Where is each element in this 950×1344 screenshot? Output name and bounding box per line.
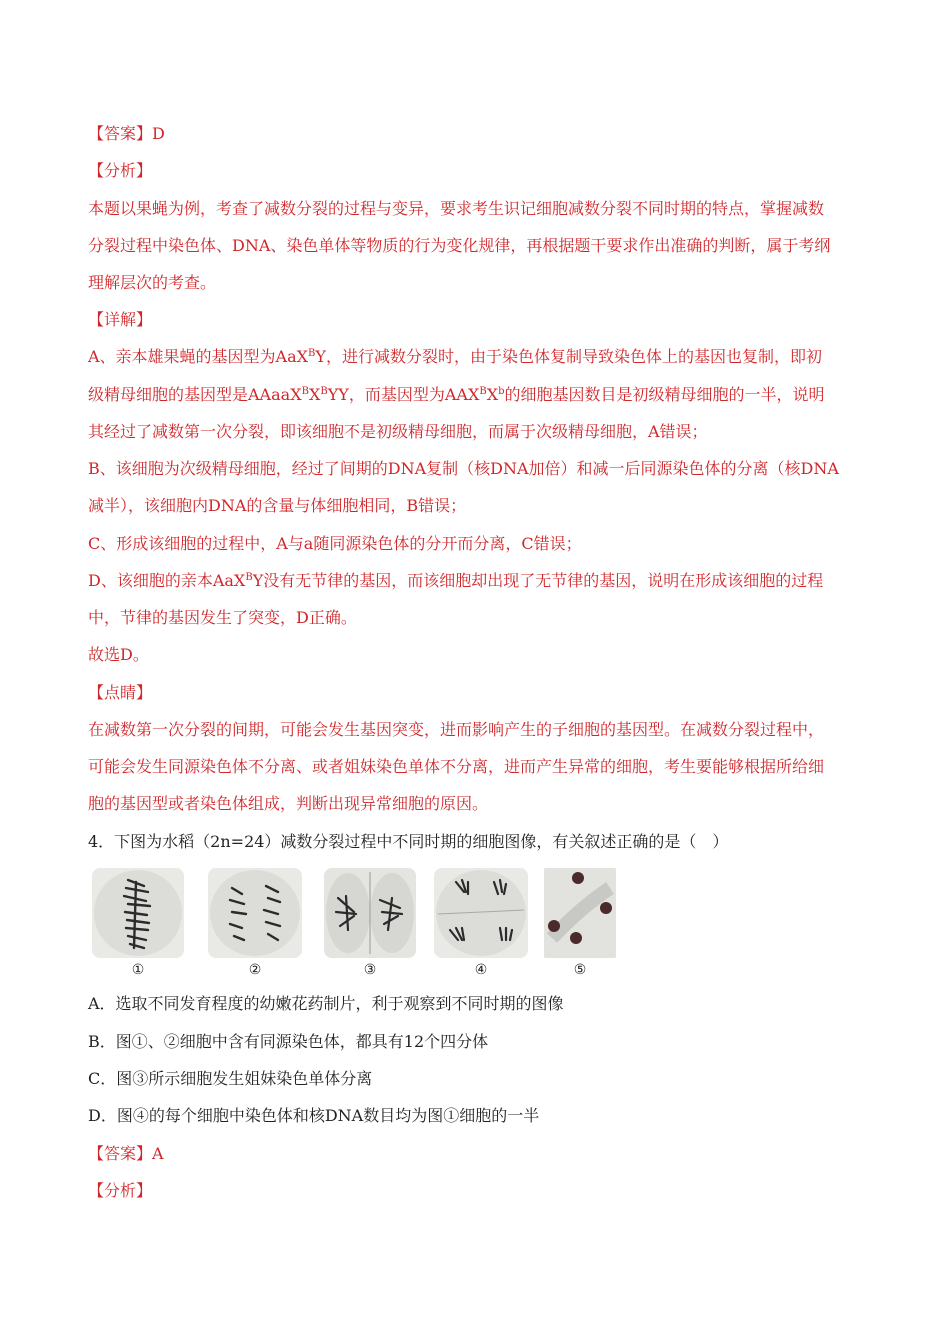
q3-detail-b-line-1: B、该细胞为次级精母细胞，经过了间期的DNA复制（核DNA加倍）和减一后同源染色体的分离（核DNA xyxy=(88,459,839,478)
q3-detail-a-line-2: 级精母细胞的基因型是$AAaaX^BX^BYY$，而基因型为$AAX^BX^b$的细胞基因数目是初级精母细胞的一半，说明 xyxy=(88,385,825,404)
q4-option-a: A．选取不同发育程度的幼嫩花药制片，利于观察到不同时期的图像 xyxy=(88,994,564,1013)
q3-detail-d-line-2: 中，节律的基因发生了突变，D正确。 xyxy=(88,608,357,627)
q3-analysis-line-3: 理解层次的考查。 xyxy=(88,273,217,292)
q3-conclusion: 故选D。 xyxy=(88,645,149,664)
q3-dianjing-line-2: 可能会发生同源染色体不分离、或者姐妹染色单体不分离，进而产生异常的细胞，考生要能够根据所给细 xyxy=(88,757,825,776)
q3-dianjing-line-1: 在减数第一次分裂的间期，可能会发生基因突变，进而影响产生的子细胞的基因型。在减数分裂过程中， xyxy=(88,720,825,739)
cell-image-anaphase-1 xyxy=(208,868,302,958)
figure-label-2: ② xyxy=(248,962,262,978)
figure-label-1: ① xyxy=(131,962,145,978)
q4-option-c: C．图③所示细胞发生姐妹染色单体分离 xyxy=(88,1069,373,1088)
cell-image-metaphase-2 xyxy=(324,868,416,958)
q3-analysis-line-2: 分裂过程中染色体、DNA、染色单体等物质的行为变化规律，再根据题干要求作出准确的判断，属于考纲 xyxy=(88,236,831,255)
q3-analysis-label: 【分析】 xyxy=(88,161,153,180)
q3-detail-d-line-1: D、该细胞的亲本AaX$^B$Y没有无节律的基因，而该细胞却出现了无节律的基因，说明在形成该细胞的过程 xyxy=(88,571,824,590)
q4-stem: 4．下图为水稻（2n=24）减数分裂过程中不同时期的细胞图像，有关叙述正确的是（ ） xyxy=(88,832,729,851)
cell-image-telophase-2 xyxy=(544,868,616,958)
q4-figure xyxy=(92,868,632,978)
figure-label-4: ④ xyxy=(474,962,488,978)
q3-detail-a-line-1: A、亲本雄果蝇的基因型为AaX$^B$Y，进行减数分裂时，由于染色体复制导致染色体上的基因也复制，即初 xyxy=(88,347,822,366)
q3-dianjing-label: 【点睛】 xyxy=(88,683,153,702)
q4-analysis-label: 【分析】 xyxy=(88,1181,153,1200)
cell-image-anaphase-2 xyxy=(434,868,528,958)
figure-label-3: ③ xyxy=(363,962,377,978)
figure-label-5: ⑤ xyxy=(573,962,587,978)
q4-option-d: D．图④的每个细胞中染色体和核DNA数目均为图①细胞的一半 xyxy=(88,1106,540,1125)
q3-detail-c: C、形成该细胞的过程中，A与a随同源染色体的分开而分离，C错误； xyxy=(88,534,582,553)
q3-detail-label: 【详解】 xyxy=(88,310,153,329)
q3-detail-a-line-3: 其经过了减数第一次分裂，即该细胞不是初级精母细胞，而属于次级精母细胞，A错误； xyxy=(88,422,708,441)
q4-answer: 【答案】A xyxy=(88,1144,164,1163)
q3-dianjing-line-3: 胞的基因型或者染色体组成，判断出现异常细胞的原因。 xyxy=(88,794,489,813)
q3-answer: 【答案】D xyxy=(88,124,165,143)
q3-detail-b-line-2: 减半），该细胞内DNA的含量与体细胞相同，B错误； xyxy=(88,496,467,515)
cell-image-metaphase-1 xyxy=(92,868,184,958)
q4-option-b: B．图①、②细胞中含有同源染色体，都具有12个四分体 xyxy=(88,1032,489,1051)
q3-analysis-line-1: 本题以果蝇为例，考查了减数分裂的过程与变异，要求考生识记细胞减数分裂不同时期的特点，掌握减数 xyxy=(88,199,825,218)
